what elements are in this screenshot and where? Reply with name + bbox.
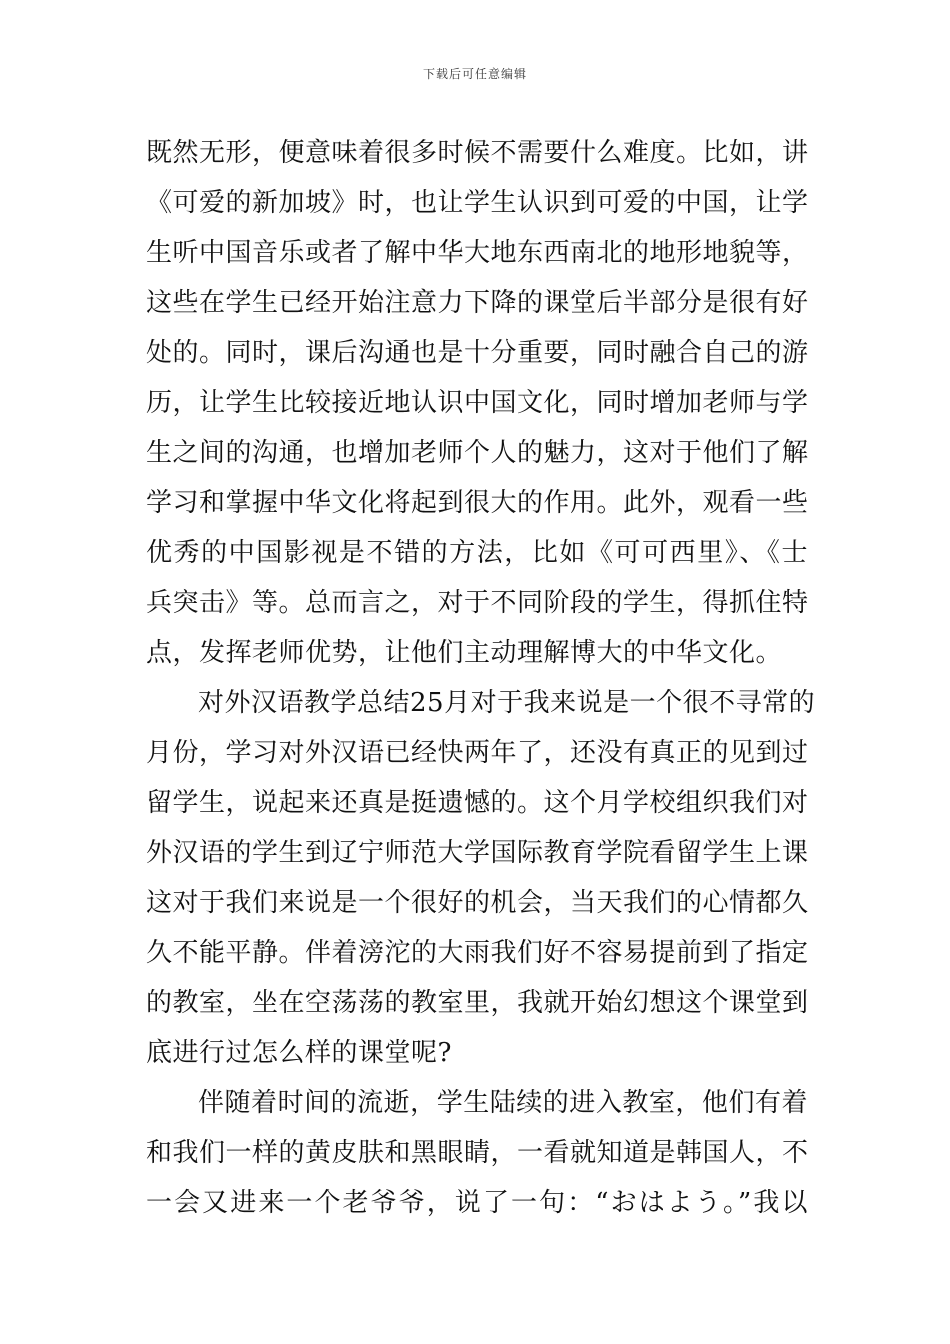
text-line: 这些在学生已经开始注意力下降的课堂后半部分是很有好: [146, 288, 809, 318]
text-line: 处的。同时，课后沟通也是十分重要，同时融合自己的游: [146, 338, 809, 368]
text-line: 对外汉语教学总结25月对于我来说是一个很不寻常的: [198, 688, 816, 718]
text-line: 兵突击》等。总而言之，对于不同阶段的学生，得抓住特: [146, 588, 809, 618]
text-line: 和我们一样的黄皮肤和黑眼睛，一看就知道是韩国人，不: [146, 1138, 809, 1168]
page-header: 下载后可任意编辑: [422, 67, 527, 81]
text-line: 月份，学习对外汉语已经快两年了，还没有真正的见到过: [146, 738, 809, 768]
text-line: 的教室，坐在空荡荡的教室里，我就开始幻想这个课堂到: [146, 988, 809, 1018]
paragraph: [146, 678, 816, 1078]
text-line: 留学生，说起来还真是挺遗憾的。这个月学校组织我们对: [146, 788, 809, 818]
text-line: 久不能平静。伴着滂沱的大雨我们好不容易提前到了指定: [146, 938, 809, 968]
text-line: 历，让学生比较接近地认识中国文化，同时增加老师与学: [146, 388, 809, 418]
document-body: [146, 128, 816, 1228]
text-line: 外汉语的学生到辽宁师范大学国际教育学院看留学生上课: [146, 838, 809, 868]
text-line: 生之间的沟通，也增加老师个人的魅力，这对于他们了解: [146, 438, 809, 468]
text-line: 既然无形，便意味着很多时候不需要什么难度。比如，讲: [146, 138, 809, 168]
text-line: 点，发挥老师优势，让他们主动理解博大的中华文化。: [146, 638, 783, 668]
paragraph: [146, 128, 808, 678]
text-line: 一会又进来一个老爷爷，说了一句：“おはよう。”我以: [146, 1188, 808, 1218]
text-line: 优秀的中国影视是不错的方法，比如《可可西里》、《士: [146, 538, 808, 568]
text-line: 学习和掌握中华文化将起到很大的作用。此外，观看一些: [146, 488, 809, 518]
text-line: 伴随着时间的流逝，学生陆续的进入教室，他们有着: [198, 1088, 808, 1118]
text-line: 这对于我们来说是一个很好的机会，当天我们的心情都久: [146, 888, 809, 918]
paragraph: [146, 1078, 808, 1228]
text-line: 《可爱的新加坡》时，也让学生认识到可爱的中国，让学: [146, 188, 809, 218]
text-line: 底进行过怎么样的课堂呢?: [146, 1038, 452, 1068]
text-line: 生听中国音乐或者了解中华大地东西南北的地形地貌等，: [146, 238, 809, 268]
